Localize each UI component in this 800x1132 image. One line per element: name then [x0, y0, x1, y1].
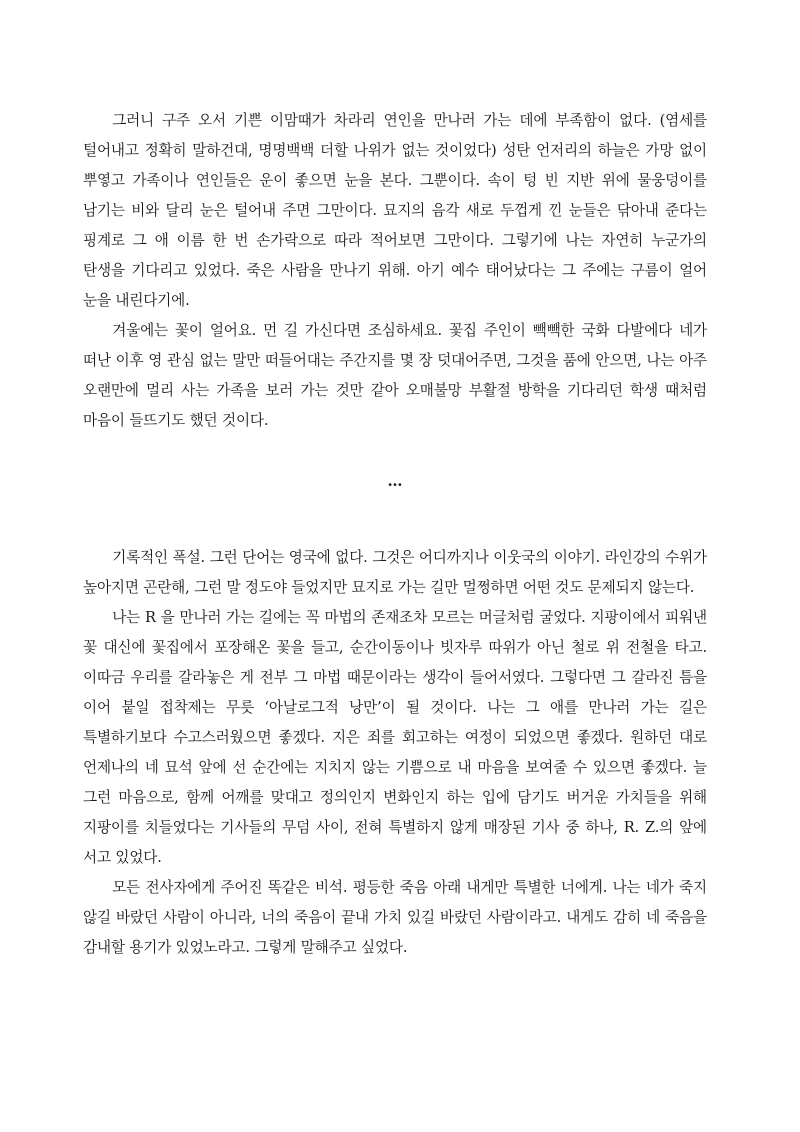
document-page [83, 106, 707, 963]
paragraph: 나는 R 을 만나러 가는 길에는 꼭 마법의 존재조차 모르는 머글처럼 굴었다. 지팡이에서 피워낸 꽃 대신에 꽃집에서 포장해온 꽃을 들고, 순간이동이나 빗자루 따위가 아닌 철로 위 전철을 타고. 이따금 우리를 갈라놓은 게 전부 그 마법 때문이라는 생각이 들어서였다. 그렇다면 그 갈라진 틈을 이어 붙일 접착제는 무릇 ‘아날로그적 낭만’이 될 것이다. 나는 그 애를 만나러 가는 길은 특별하기보다 수고스러웠으면 좋겠다. 지은 죄를 회고하는 여정이 되었으면 좋겠다. 원하던 대로 언제나의 네 묘석 앞에 선 순간에는 지치지 않는 기쁨으로 내 마음을 보여줄 수 있으면 좋겠다. 늘 그런 마음으로, 함께 어깨를 맞대고 정의인지 변화인지 하는 입에 담기도 버거운 가치들을 위해 지팡이를 치들었다는 기사들의 무덤 사이, 전혀 특별하지 않게 매장된 기사 중 하나, R. Z.의 앞에 서고 있었다. [83, 609, 707, 866]
paragraph: 기록적인 폭설. 그런 단어는 영국에 없다. 그것은 어디까지나 이웃국의 이야기. 라인강의 수위가 높아지면 곤란해, 그런 말 정도야 들었지만 묘지로 가는 길만 멀쩡하면 어떤 것도 문제되지 않는다. [83, 549, 707, 596]
section-two [83, 543, 707, 963]
section-separator: … [387, 472, 403, 490]
paragraph: 겨울에는 꽃이 얼어요. 먼 길 가신다면 조심하세요. 꽃집 주인이 빽빽한 국화 다발에다 네가 떠난 이후 영 관심 없는 말만 떠들어대는 주간지를 몇 장 덧대어주면, 그것을 품에 안으면, 나는 아주 오랜만에 멀리 사는 가족을 보러 가는 것만 같아 오매불망 부활절 방학을 기다리던 학생 때처럼 마음이 들뜨기도 했던 것이다. [83, 322, 707, 429]
paragraph: 그러니 구주 오서 기쁜 이맘때가 차라리 연인을 만나러 가는 데에 부족함이 없다. (염세를 털어내고 정확히 말하건대, 명명백백 더할 나위가 없는 것이었다) 성탄 언저리의 하늘은 가망 없이 뿌옇고 가족이나 연인들은 운이 좋으면 눈을 본다. 그뿐이다. 속이 텅 빈 지반 위에 물웅덩이를 남기는 비와 달리 눈은 털어내 주면 그만이다. 묘지의 음각 새로 두껍게 낀 눈들은 닦아내 준다는 핑계로 그 애 이름 한 번 손가락으로 따라 적어보면 그만이다. 그렇기에 나는 자연히 누군가의 탄생을 기다리고 있었다. 죽은 사람을 만나기 위해. 아기 예수 태어났다는 그 주에는 구름이 얼어 눈을 내린다기에. [83, 112, 707, 309]
paragraph: 모든 전사자에게 주어진 똑같은 비석. 평등한 죽음 아래 내게만 특별한 너에게. 나는 네가 죽지 않길 바랐던 사람이 아니라, 너의 죽음이 끝내 가치 있길 바랐던 사람이라고. 내게도 감히 네 죽음을 감내할 용기가 있었노라고. 그렇게 말해주고 싶었다. [83, 879, 707, 956]
section-one [83, 106, 707, 436]
